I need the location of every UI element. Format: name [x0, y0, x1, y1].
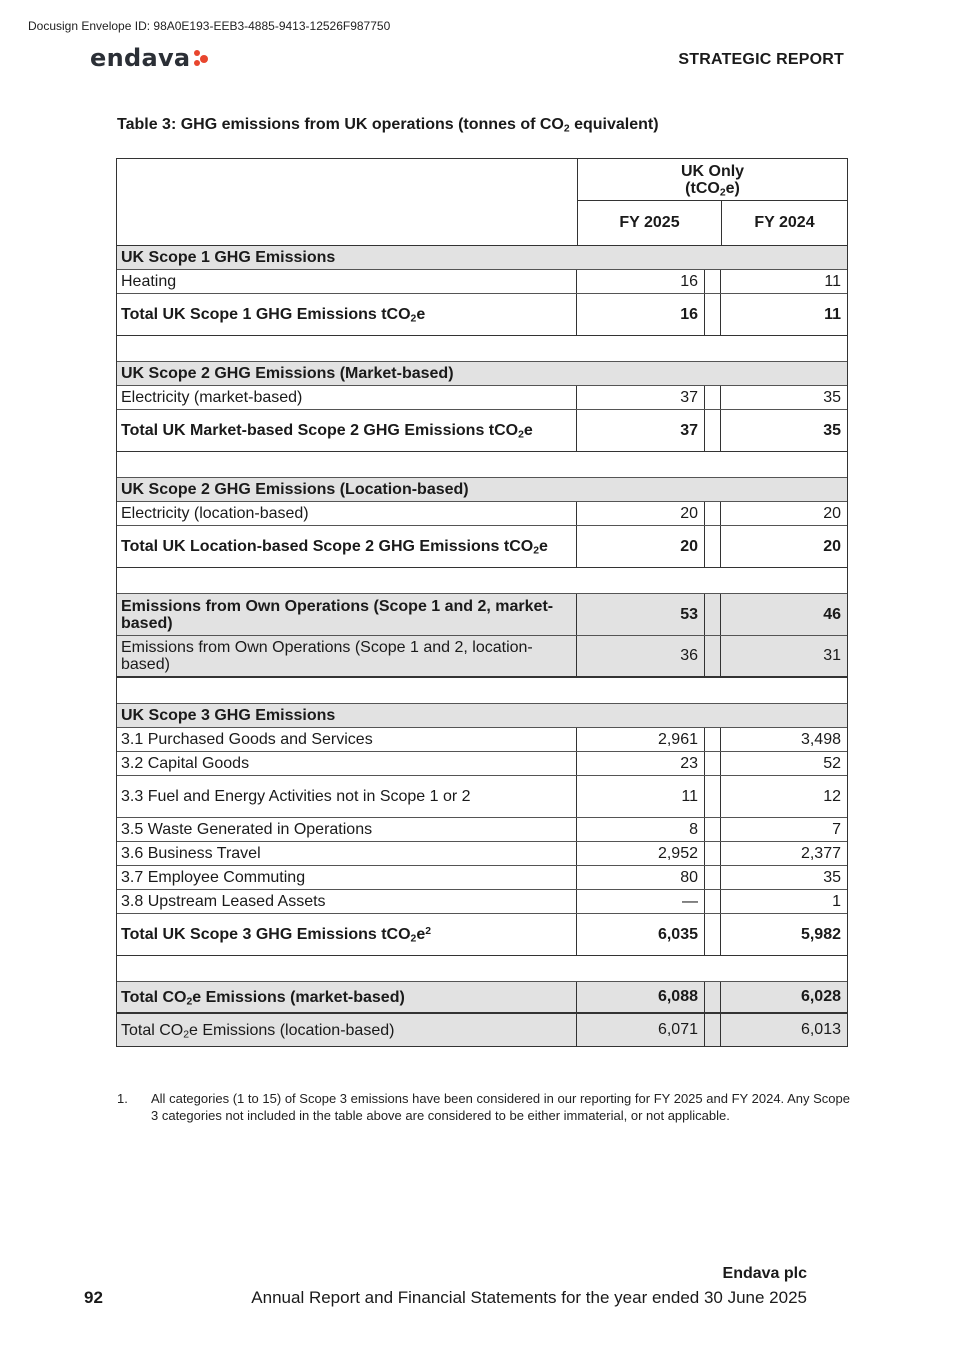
- column-header-fy2025: FY 2025: [578, 201, 722, 245]
- column-spacer: [705, 842, 721, 865]
- value-fy2025: 16: [577, 270, 705, 293]
- section-header-row: [117, 362, 847, 386]
- table-row: [117, 386, 847, 410]
- table-header: [117, 159, 847, 246]
- footnote-text: All categories (1 to 15) of Scope 3 emissions have been considered in our reporting for FY 2025 and FY 2024. Any Scope 3 categories not included in the table above are considered to be either immaterial, or not applicable.: [151, 1091, 850, 1123]
- table-row: [117, 728, 847, 752]
- value-fy2024: 11: [824, 272, 841, 290]
- column-spacer: [705, 818, 721, 841]
- row-label: Electricity (market-based): [117, 386, 577, 409]
- column-spacer: [705, 410, 721, 451]
- value-fy2024: 7: [832, 820, 841, 838]
- value-fy2025: —: [577, 890, 705, 913]
- row-label: Total UK Scope 3 GHG Emissions $tCO_2e^2$: [117, 914, 577, 955]
- table-row: [117, 270, 847, 294]
- section-header-row: [117, 704, 847, 728]
- value-fy2024: 46: [823, 605, 841, 623]
- value-fy2025: 6,071: [577, 1014, 705, 1046]
- value-fy2024: 35: [823, 388, 841, 406]
- grand-total-row: [117, 982, 847, 1014]
- section-label: UK Scope 3 GHG Emissions: [121, 707, 336, 724]
- value-fy2025: 53: [577, 594, 705, 635]
- row-label: Total UK Location-based Scope 2 GHG Emissions tCO$_2$e: [117, 526, 577, 567]
- row-label: 3.1 Purchased Goods and Services: [117, 728, 577, 751]
- table-row: [117, 776, 847, 818]
- value-fy2025: 20: [577, 526, 705, 567]
- value-fy2024: 31: [823, 647, 841, 664]
- table-row: [117, 842, 847, 866]
- table-title: Table 3: GHG emissions from UK operations (tonnes of $CO_2$ equivalent): [117, 116, 659, 135]
- value-fy2025: 2,952: [577, 842, 705, 865]
- value-fy2025: 37: [577, 410, 705, 451]
- spacer-row: [117, 678, 847, 704]
- own-operations-row: [117, 594, 847, 636]
- column-spacer: [705, 728, 721, 751]
- column-spacer: [705, 594, 721, 635]
- column-spacer: [705, 752, 721, 775]
- value-fy2025: 6,088: [577, 982, 705, 1012]
- own-operations-row: [117, 636, 847, 678]
- column-spacer: [705, 386, 721, 409]
- spacer-row: [117, 568, 847, 594]
- spacer-row: [117, 452, 847, 478]
- value-fy2024: 12: [823, 787, 841, 805]
- value-fy2024: 6,013: [800, 1021, 841, 1038]
- table-body: [117, 246, 847, 1046]
- table-row: [117, 752, 847, 776]
- section-label: UK Scope 2 GHG Emissions (Location-based): [121, 481, 469, 498]
- table-row: [117, 502, 847, 526]
- section-header-row: [117, 246, 847, 270]
- table-row: [117, 890, 847, 914]
- column-spacer: [705, 502, 721, 525]
- section-label: STRATEGIC REPORT: [678, 51, 844, 68]
- row-label: 3.7 Employee Commuting: [117, 866, 577, 889]
- footer-company: Endava plc: [722, 1265, 807, 1282]
- row-label: 3.6 Business Travel: [117, 842, 577, 865]
- row-label: 3.3 Fuel and Energy Activities not in Scope 1 or 2: [117, 776, 577, 817]
- value-fy2025: 8: [577, 818, 705, 841]
- value-fy2024: 2,377: [800, 844, 841, 862]
- value-fy2024: 35: [823, 868, 841, 886]
- value-fy2025: 37: [577, 386, 705, 409]
- column-spacer: [705, 270, 721, 293]
- value-fy2025: 23: [577, 752, 705, 775]
- total-row: [117, 410, 847, 452]
- column-spacer: [705, 982, 721, 1012]
- column-spacer: [705, 776, 721, 817]
- logo-text: endava: [90, 44, 191, 72]
- value-fy2024: 20: [823, 537, 841, 555]
- endava-logo: [90, 44, 212, 72]
- total-row: [117, 526, 847, 568]
- row-label: 3.5 Waste Generated in Operations: [117, 818, 577, 841]
- page-number: 92: [84, 1288, 103, 1307]
- row-label: 3.2 Capital Goods: [117, 752, 577, 775]
- row-label: Total UK Market-based Scope 2 GHG Emissions tCO$_2$e: [117, 410, 577, 451]
- row-label: Electricity (location-based): [117, 502, 577, 525]
- row-label: 3.8 Upstream Leased Assets: [117, 890, 577, 913]
- total-row: [117, 914, 847, 956]
- row-label: Total UK Scope 1 GHG Emissions tCO$_2$e: [117, 294, 577, 335]
- value-fy2025: 16: [577, 294, 705, 335]
- grand-total-row: [117, 1014, 847, 1046]
- value-fy2025: 20: [577, 502, 705, 525]
- spacer-row: [117, 956, 847, 982]
- value-fy2024: 11: [824, 305, 841, 323]
- spacer-row: [117, 336, 847, 362]
- value-fy2024: 52: [823, 754, 841, 772]
- value-fy2024: 3,498: [800, 730, 841, 748]
- value-fy2025: 80: [577, 866, 705, 889]
- row-label: Emissions from Own Operations (Scope 1 and 2, location-based): [117, 636, 577, 676]
- logo-dots-icon: [192, 48, 212, 68]
- header-group-uk-only: UK Only (tCO$_2$e): [578, 159, 847, 201]
- footnote-number: 1.: [117, 1091, 128, 1106]
- value-fy2024: 20: [823, 504, 841, 522]
- column-spacer: [705, 866, 721, 889]
- value-fy2024: 6,028: [800, 988, 841, 1005]
- row-label: Heating: [117, 270, 577, 293]
- footer-report-title: Annual Report and Financial Statements for the year ended 30 June 2025: [251, 1288, 807, 1307]
- table-row: [117, 866, 847, 890]
- column-spacer: [705, 1014, 721, 1046]
- column-spacer: [705, 636, 721, 676]
- value-fy2025: 6,035: [577, 914, 705, 955]
- column-spacer: [705, 914, 721, 955]
- value-fy2025: 2,961: [577, 728, 705, 751]
- total-row: [117, 294, 847, 336]
- value-fy2024: 5,982: [800, 925, 841, 943]
- table-row: [117, 818, 847, 842]
- value-fy2025: 36: [577, 636, 705, 676]
- value-fy2024: 1: [832, 892, 841, 910]
- value-fy2024: 35: [823, 421, 841, 439]
- header-blank-cell: [117, 159, 578, 245]
- row-label: Total $CO_2e$ Emissions (market-based): [117, 982, 577, 1012]
- value-fy2025: 11: [577, 776, 705, 817]
- section-header-row: [117, 478, 847, 502]
- row-label: Emissions from Own Operations (Scope 1 and 2, market-based): [117, 594, 577, 635]
- row-label: Total $CO_2e$ Emissions (location-based): [117, 1014, 577, 1046]
- footnote: [117, 1090, 850, 1124]
- column-spacer: [705, 526, 721, 567]
- section-label: UK Scope 1 GHG Emissions: [121, 249, 336, 266]
- ghg-emissions-table: [116, 158, 848, 1047]
- column-spacer: [705, 890, 721, 913]
- column-header-fy2024: FY 2024: [754, 214, 815, 231]
- column-spacer: [705, 294, 721, 335]
- section-label: UK Scope 2 GHG Emissions (Market-based): [121, 365, 454, 382]
- docusign-envelope-id: Docusign Envelope ID: 98A0E193-EEB3-4885-9413-12526F987750: [28, 19, 391, 33]
